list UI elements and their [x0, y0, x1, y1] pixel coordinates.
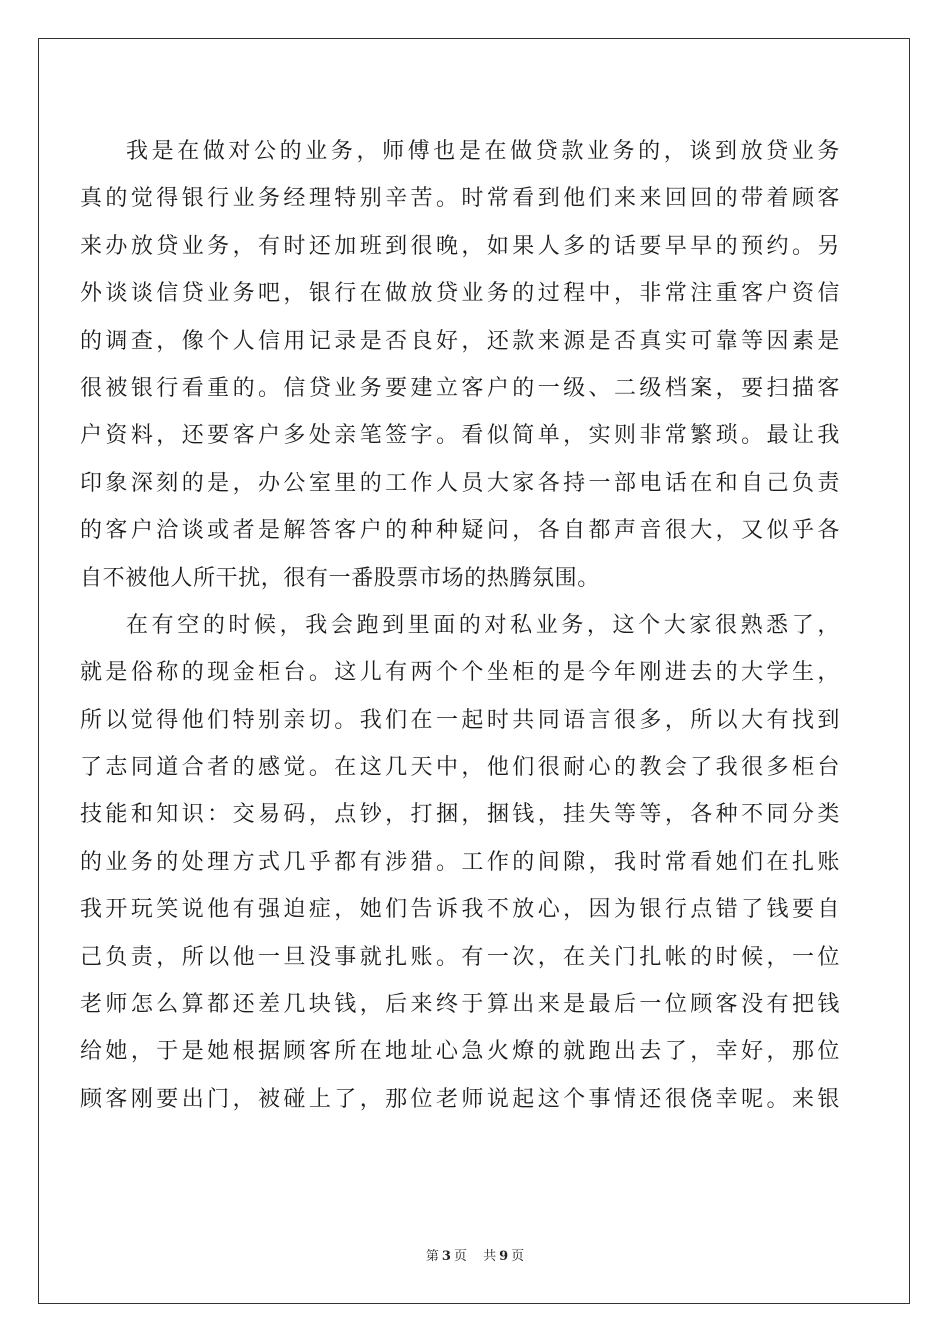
text-line: 来办放贷业务，有时还加班到很晚，如果人多的话要早早的预约。另: [80, 233, 840, 259]
page-indicator: [423, 1249, 470, 1264]
total-suffix: 页: [511, 1249, 525, 1264]
text-line: 自不被他人所干扰，很有一番股票市场的热腾氛围。: [80, 565, 600, 591]
text-line: 的调查，像个人信用记录是否良好，还款来源是否真实可靠等因素是: [80, 328, 840, 354]
text-line: 印象深刻的是，办公室里的工作人员大家各持一部电话在和自己负责: [80, 470, 840, 496]
text-line: 的客户洽谈或者是解答客户的种种疑问，各自都声音很大，又似乎各: [80, 518, 840, 544]
text-line: 我开玩笑说他有强迫症，她们告诉我不放心，因为银行点错了钱要自: [80, 897, 840, 923]
text-line: 的业务的处理方式几乎都有涉猎。工作的间隙，我时常看她们在扎账: [80, 849, 840, 875]
total-pages-indicator: [480, 1249, 527, 1264]
page-prefix: 第: [425, 1249, 439, 1264]
text-line: 给她，于是她根据顾客所在地址心急火燎的就跑出去了，幸好，那位: [80, 1039, 840, 1065]
paragraph-1: [80, 128, 840, 602]
text-line: 所以觉得他们特别亲切。我们在一起时共同语言很多，所以大有找到: [80, 707, 840, 733]
paragraph-2: [80, 602, 840, 1123]
text-line: 老师怎么算都还差几块钱，后来终于算出来是最后一位顾客没有把钱: [80, 992, 840, 1018]
text-line: 技能和知识：交易码，点钞，打捆，捆钱，挂失等等，各种不同分类: [80, 802, 840, 828]
text-line: 就是俗称的现金柜台。这儿有两个个坐柜的是今年刚进去的大学生，: [80, 660, 840, 686]
page-footer: [0, 1245, 950, 1264]
text-line: 户资料，还要客户多处亲笔签字。看似简单，实则非常繁琐。最让我: [80, 423, 840, 449]
text-line: 了志同道合者的感觉。在这几天中，他们很耐心的教会了我很多柜台: [80, 755, 840, 781]
text-line: 在有空的时候，我会跑到里面的对私业务，这个大家很熟悉了，: [126, 612, 840, 638]
text-line: 外谈谈信贷业务吧，银行在做放贷业务的过程中，非常注重客户资信: [80, 281, 840, 307]
text-line: 己负责，所以他一旦没事就扎账。有一次，在关门扎帐的时候，一位: [80, 944, 840, 970]
text-line: 真的觉得银行业务经理特别辛苦。时常看到他们来来回回的带着顾客: [80, 186, 840, 212]
text-line: 很被银行看重的。信贷业务要建立客户的一级、二级档案，要扫描客: [80, 375, 840, 401]
total-prefix: 共: [483, 1249, 497, 1264]
current-page-number: 3: [441, 1249, 451, 1264]
total-pages-number: 9: [499, 1249, 509, 1264]
document-body: [80, 128, 840, 1123]
page-suffix: 页: [453, 1249, 467, 1264]
text-line: 顾客刚要出门，被碰上了，那位老师说起这个事情还很侥幸呢。来银: [80, 1086, 840, 1112]
text-line: 我是在做对公的业务，师傅也是在做贷款业务的，谈到放贷业务: [126, 139, 840, 164]
